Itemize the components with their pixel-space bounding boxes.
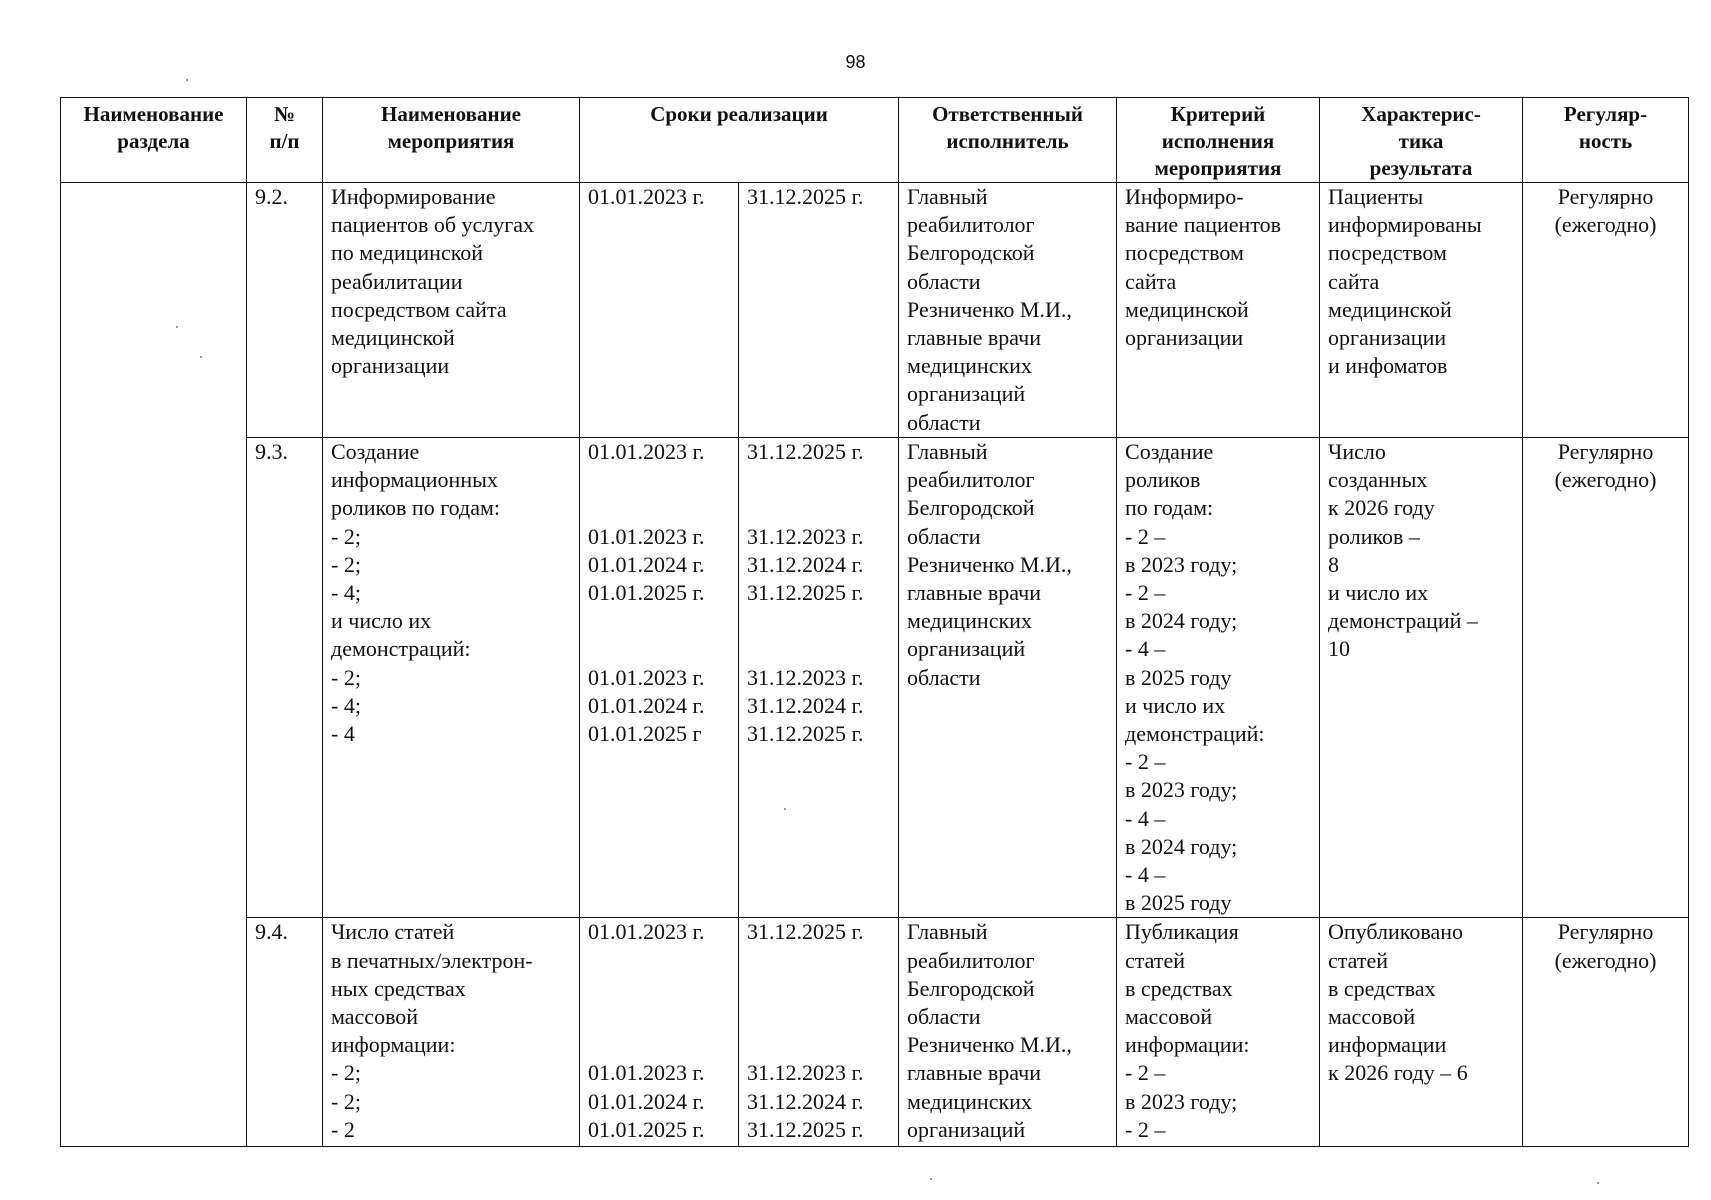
regularity-cell: Регулярно (ежегодно) [1523, 183, 1689, 438]
header-responsible: Ответственный исполнитель [899, 98, 1117, 183]
start-date-cell: 01.01.2023 г. [580, 183, 739, 438]
regularity-cell: Регулярно (ежегодно) [1523, 918, 1689, 1147]
criterion-cell: Информиро- вание пациентов посредством сайта медицинской организации [1117, 183, 1320, 438]
header-regularity: Регуляр- ность [1523, 98, 1689, 183]
scan-speck [200, 356, 202, 358]
end-date-cell: 31.12.2025 г. [739, 183, 899, 438]
row-number: 9.3. [247, 438, 323, 918]
scan-speck [784, 808, 786, 810]
responsible-cell: Главный реабилитолог Белгородской области Резниченко М.И., главные врачи медицинских организаций области [899, 183, 1117, 438]
row-number: 9.4. [247, 918, 323, 1147]
end-date-cell: 31.12.2025 г. 31.12.2023 г. 31.12.2024 г. 31.12.2025 г. [739, 918, 899, 1147]
table-header-row [61, 98, 1689, 183]
start-date-cell: 01.01.2023 г. 01.01.2023 г. 01.01.2024 г. 01.01.2025 г. [580, 918, 739, 1147]
table-row [61, 183, 1689, 438]
section-cell [61, 183, 247, 1147]
page-number: 98 [845, 52, 866, 72]
header-event: Наименование мероприятия [323, 98, 580, 183]
scan-speck [176, 326, 178, 328]
responsible-cell: Главный реабилитолог Белгородской области Резниченко М.И., главные врачи медицинских организаций области [899, 438, 1117, 918]
measures-table [60, 97, 1689, 1147]
regularity-cell: Регулярно (ежегодно) [1523, 438, 1689, 918]
scan-speck [1597, 1182, 1599, 1184]
header-criterion: Критерий исполнения мероприятия [1117, 98, 1320, 183]
header-terms: Сроки реализации [580, 98, 899, 183]
result-cell: Пациенты информированы посредством сайта медицинской организации и инфоматов [1320, 183, 1523, 438]
scan-speck [186, 79, 188, 81]
table-row [61, 438, 1689, 918]
header-result: Характерис- тика результата [1320, 98, 1523, 183]
table-row [61, 918, 1689, 1147]
event-cell: Создание информационных роликов по годам: - 2; - 2; - 4; и число их демонстраций: - 2; - 4; - 4 [323, 438, 580, 918]
header-section: Наименование раздела [61, 98, 247, 183]
end-date-cell: 31.12.2025 г. 31.12.2023 г. 31.12.2024 г. 31.12.2025 г. 31.12.2023 г. 31.12.2024 г. 31.12.2025 г. [739, 438, 899, 918]
criterion-cell: Создание роликов по годам: - 2 – в 2023 году; - 2 – в 2024 году; - 4 – в 2025 году и число их демонстраций: - 2 – в 2023 году; - 4 – в 2024 году; - 4 – в 2025 году [1117, 438, 1320, 918]
event-cell: Информирование пациентов об услугах по медицинской реабилитации посредством сайта медицинской организации [323, 183, 580, 438]
header-number: № п/п [247, 98, 323, 183]
result-cell: Число созданных к 2026 году роликов – 8 и число их демонстраций – 10 [1320, 438, 1523, 918]
row-number: 9.2. [247, 183, 323, 438]
criterion-cell: Публикация статей в средствах массовой информации: - 2 – в 2023 году; - 2 – [1117, 918, 1320, 1147]
scan-speck [930, 1178, 932, 1180]
result-cell: Опубликовано статей в средствах массовой информации к 2026 году – 6 [1320, 918, 1523, 1147]
responsible-cell: Главный реабилитолог Белгородской области Резниченко М.И., главные врачи медицинских организаций [899, 918, 1117, 1147]
event-cell: Число статей в печатных/электрон- ных средствах массовой информации: - 2; - 2; - 2 [323, 918, 580, 1147]
start-date-cell: 01.01.2023 г. 01.01.2023 г. 01.01.2024 г. 01.01.2025 г. 01.01.2023 г. 01.01.2024 г. 01.01.2025 г [580, 438, 739, 918]
